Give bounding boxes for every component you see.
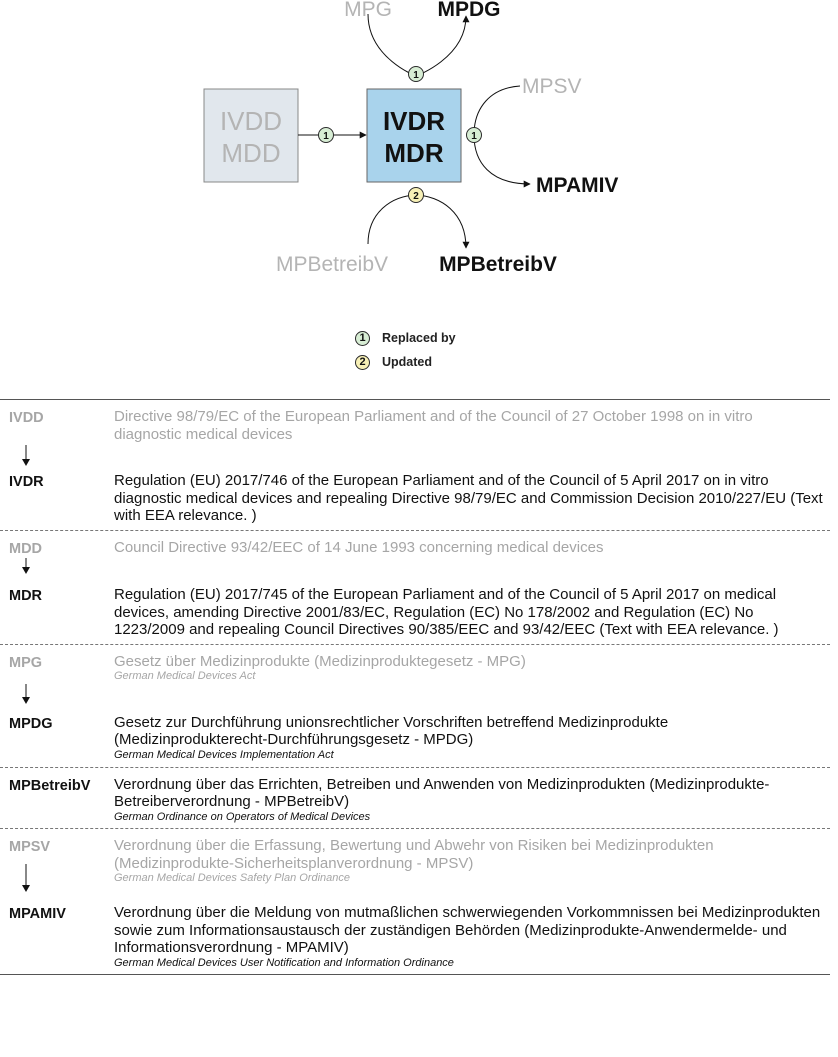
legend-badge-updated: 2: [355, 355, 370, 370]
table-row: [0, 904, 830, 969]
down-arrow-icon: [0, 683, 830, 710]
row-cell-mpamiv: [114, 904, 830, 969]
badge-replaced-left-label: 1: [323, 131, 329, 142]
row-text-mdr: Regulation (EU) 2017/745 of the European Parliament and of the Council of 5 April 2017 on medical devices, amending Directive 2001/83/EC, Regulation (EC) No 178/2002 and Regulation (EC) No 1223/2009 and repealing Council Directives 90/385/EEC and 93/42/EEC (Text with EEA relevance. ): [114, 585, 779, 639]
legend: [355, 326, 456, 374]
legend-label-replaced: Replaced by: [382, 331, 456, 345]
right-old-label: MPSV: [522, 75, 582, 98]
table-group-ivd: [0, 399, 830, 530]
row-abbr-mpdg: MPDG: [9, 715, 53, 732]
row-abbr-ivdr: IVDR: [9, 474, 44, 491]
table-group-mpg: [0, 644, 830, 767]
row-cell-mpbetreibv: [114, 776, 830, 824]
bottom-old-label: MPBetreibV: [275, 253, 389, 276]
badge-replaced-right-label: 1: [471, 131, 477, 142]
old-box-line2: MDD: [221, 138, 281, 168]
table-row: [0, 653, 830, 683]
top-new-label: MPDG: [437, 0, 501, 21]
row-abbr-mpbetreibv: MPBetreibV: [9, 777, 91, 794]
table-row: [0, 586, 830, 639]
legend-item-updated: [355, 350, 456, 374]
row-abbr-mdd: MDD: [9, 540, 43, 557]
row-text-ivdd: Directive 98/79/EC of the European Parliament and of the Council of 27 October 1998 on in vitro diagnostic medical devices: [114, 408, 753, 443]
row-cell-mpdg: [114, 714, 830, 762]
row-text-mpsv: Verordnung über die Erfassung, Bewertung und Abwehr von Risiken bei Medizinprodukten (Medizinprodukte-Sicherheitsplanverordnung - MPSV): [114, 837, 714, 872]
row-cell-mpg: [114, 653, 830, 683]
row-sub-mpamiv: German Medical Devices User Notification and Information Ordinance: [114, 956, 454, 969]
table-row: [0, 714, 830, 762]
legend-item-replaced: [355, 326, 456, 350]
new-box-line1: IVDR: [382, 106, 446, 136]
top-old-label: MPG: [344, 0, 392, 21]
row-text-mpdg: Gesetz zur Durchführung unionsrechtlicher Vorschriften betreffend Medizinprodukte (Medizinprodukterecht-Durchführungsgesetz - MPDG): [114, 713, 669, 749]
row-abbr-mdr: MDR: [9, 587, 43, 604]
row-abbr-mpsv: MPSV: [9, 839, 51, 856]
row-sub-mpdg: German Medical Devices Implementation Act: [114, 749, 334, 762]
row-sub-mpg: German Medical Devices Act: [114, 670, 256, 683]
row-abbr-ivdd: IVDD: [9, 410, 44, 426]
badge-replaced-top-label: 1: [413, 70, 419, 81]
replace-arc-right: [474, 86, 530, 184]
table-group-mpbetreibv: [0, 767, 830, 829]
row-sub-mpbetreibv: German Ordinance on Operators of Medical Devices: [114, 810, 371, 823]
table-row: [0, 472, 830, 525]
table-row: [0, 776, 830, 824]
row-text-ivdr: Regulation (EU) 2017/746 of the European Parliament and of the Council of 5 April 2017 on in vitro diagnostic medical devices and repealing Directive 98/79/EC and Commission Decision 2010/227/EU (Text with EEA relevance. ): [114, 472, 823, 525]
down-arrow-icon: [0, 443, 830, 472]
row-cell-mpsv: [114, 837, 830, 885]
badge-updated-bottom-label: 2: [413, 191, 419, 202]
row-abbr-mpg: MPG: [9, 654, 43, 671]
new-box-line2: MDR: [384, 138, 444, 168]
row-abbr-mpamiv: MPAMIV: [9, 905, 66, 922]
table-row: [0, 539, 830, 557]
row-text-mpamiv: Verordnung über die Meldung von mutmaßlichen schwerwiegenden Vorkommnissen bei Medizinprodukten sowie zum Informationsaustausch der zuständigen Behörden (Medizinprodukte-Anwendermelde- und Informationsverordnung - MPAMIV): [114, 903, 821, 957]
right-new-label: MPAMIV: [536, 174, 619, 197]
row-sub-mpsv: German Medical Devices Safety Plan Ordinance: [114, 872, 350, 885]
legend-label-updated: Updated: [382, 355, 432, 369]
table-group-md: [0, 530, 830, 644]
table-row: [0, 837, 830, 885]
table-group-mpsv: [0, 828, 830, 975]
bottom-new-label: MPBetreibV: [439, 253, 557, 276]
regulation-diagram: [0, 0, 838, 320]
regulations-table: [0, 399, 830, 975]
row-text-mpg: Gesetz über Medizinprodukte (Medizinproduktegesetz - MPG): [114, 652, 526, 670]
legend-badge-replaced: 1: [355, 331, 370, 346]
row-text-mpbetreibv: Verordnung über das Errichten, Betreiben und Anwenden von Medizinprodukten (Medizinprodukte-Betreiberverordnung - MPBetreibV): [114, 775, 770, 811]
down-arrow-icon: [0, 557, 830, 580]
row-text-mdd: Council Directive 93/42/EEC of 14 June 1993 concerning medical devices: [114, 538, 604, 556]
old-box-line1: IVDD: [219, 106, 283, 136]
table-row: [0, 408, 830, 443]
update-arc-bottom: [368, 195, 466, 248]
